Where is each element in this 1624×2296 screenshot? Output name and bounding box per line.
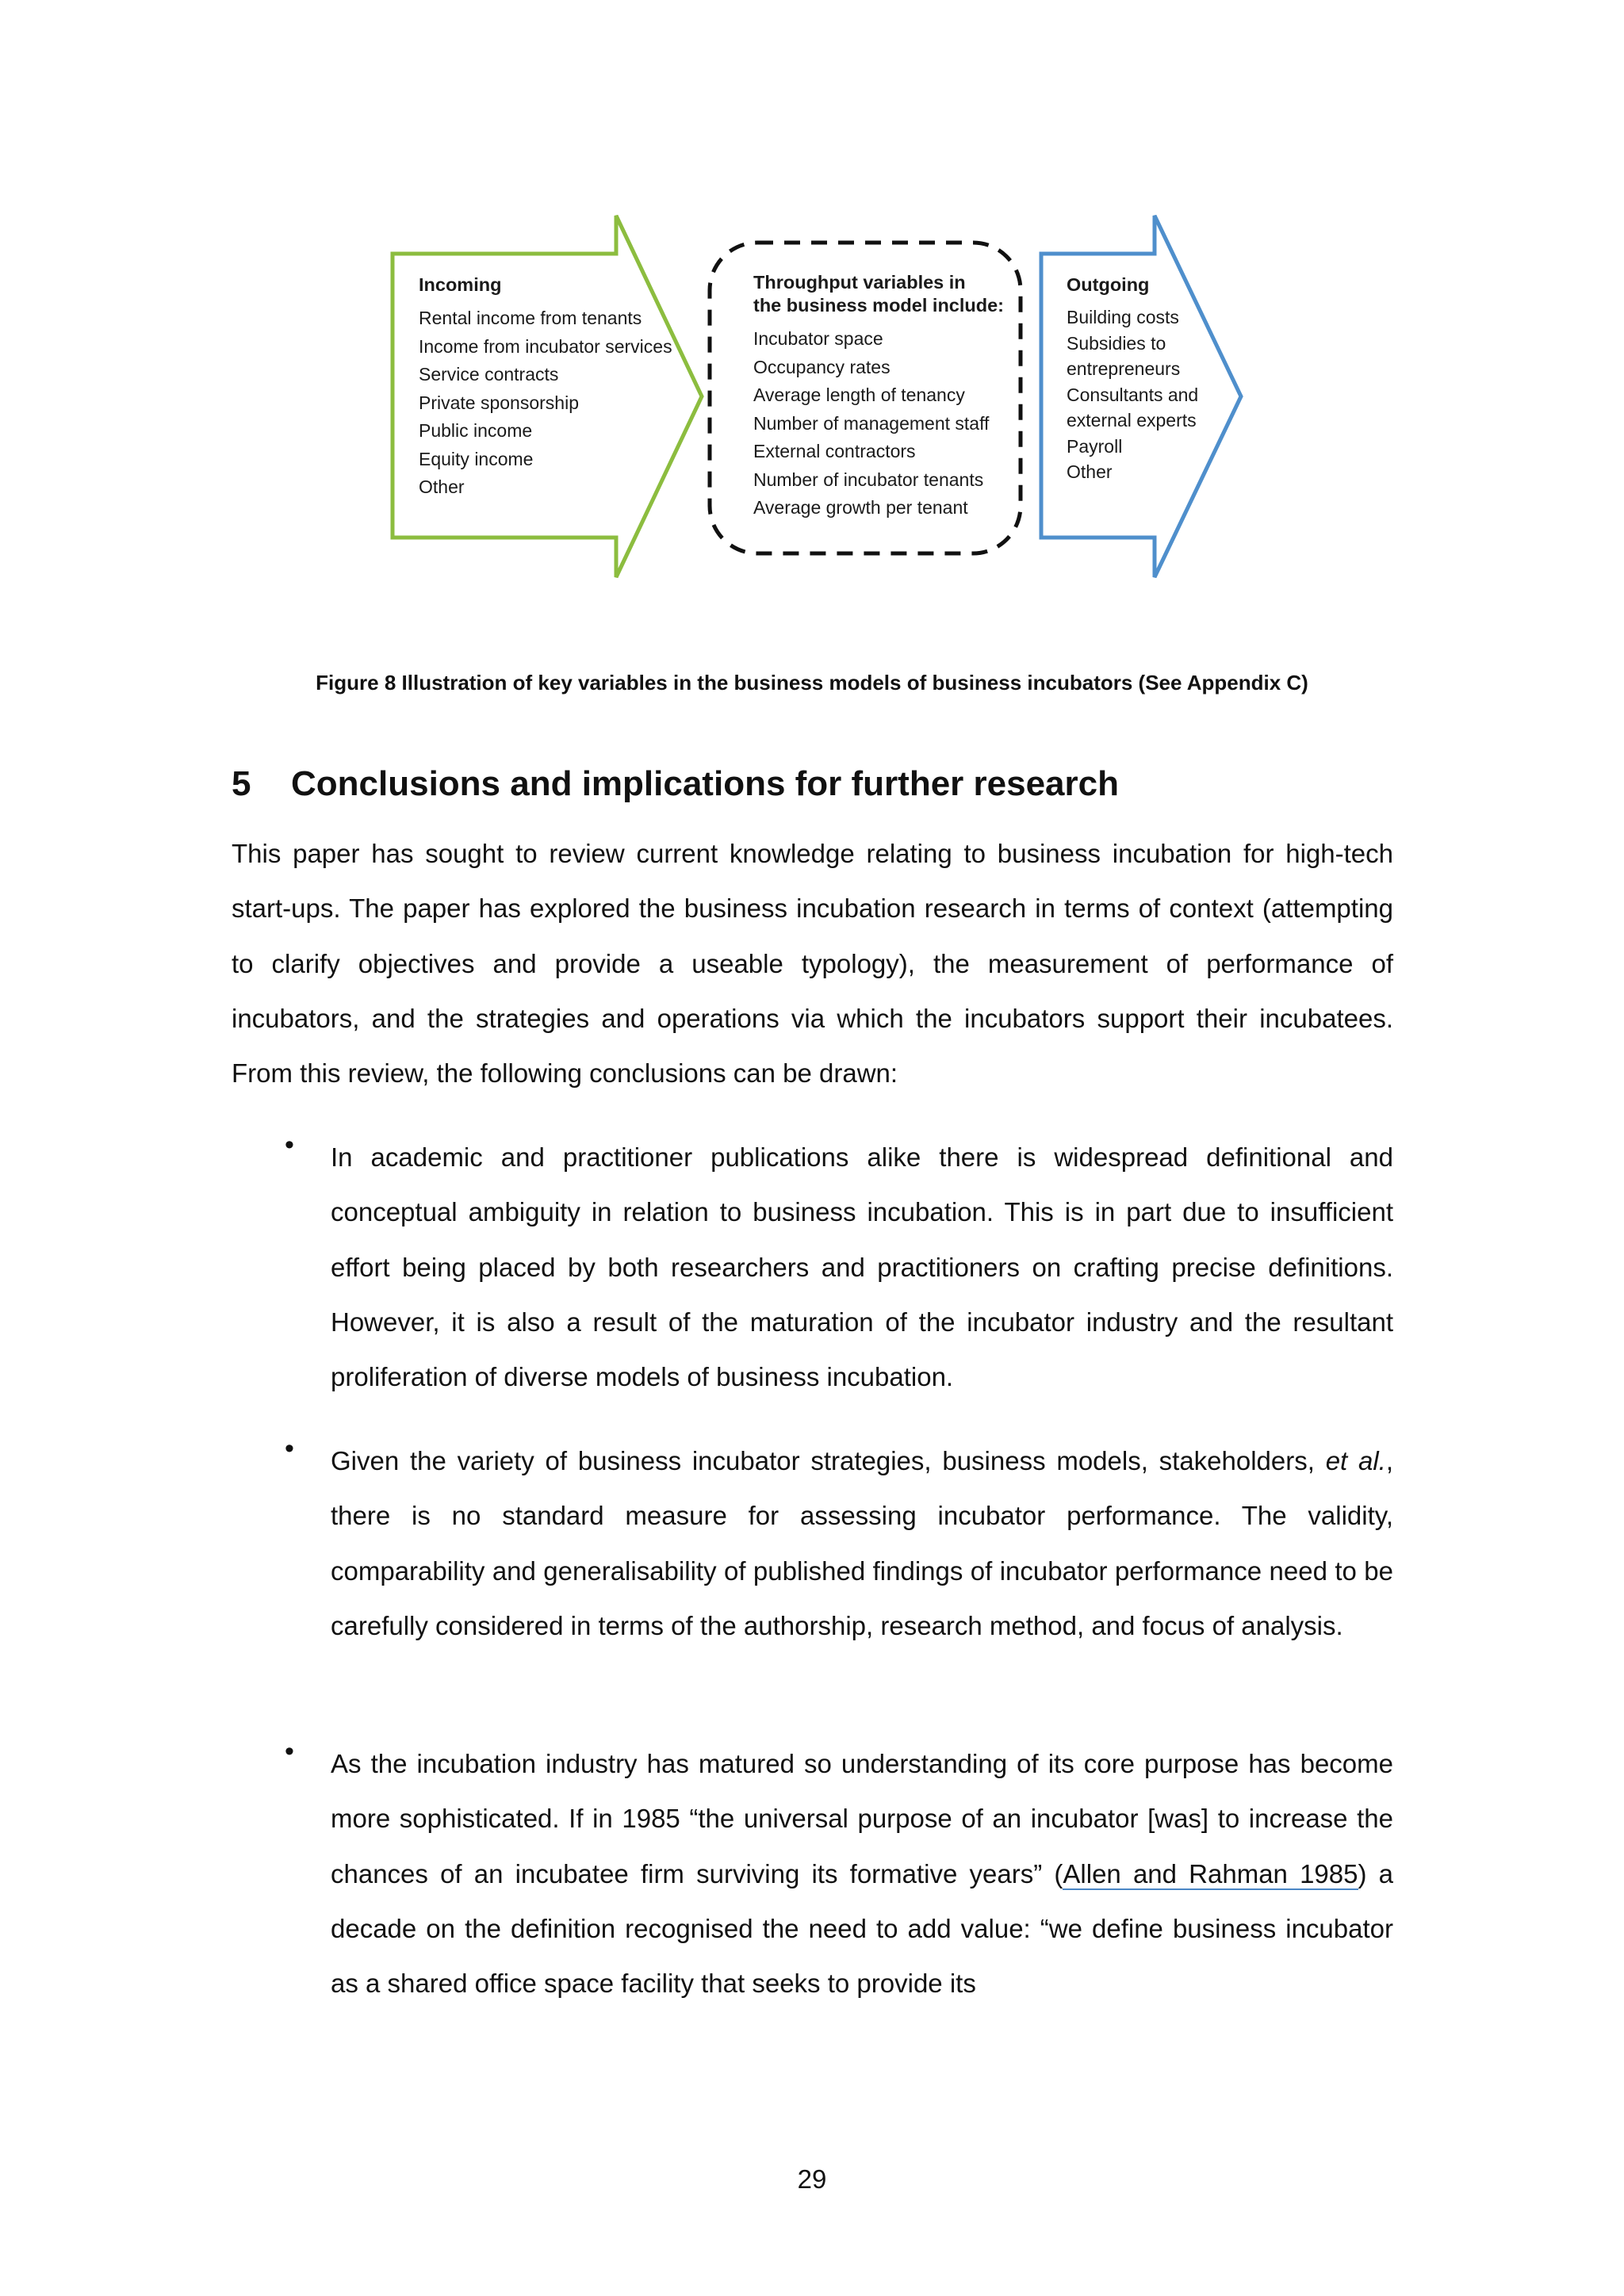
outgoing-box: [1067, 273, 1198, 485]
throughput-item: Incubator space: [753, 328, 883, 349]
incoming-item: Other: [419, 476, 465, 497]
outgoing-item: Payroll: [1067, 435, 1123, 457]
citation-link[interactable]: Allen and Rahman 1985: [1063, 1858, 1358, 1888]
throughput-item: Average length of tenancy: [753, 385, 965, 405]
throughput-title: [753, 271, 1004, 317]
bullet-paragraph-1: In academic and practitioner publications alike there is widespread definitional and conceptual ambiguity in relation to business incubation. This is in part due to insufficient effort being placed by both researchers and practitioners on crafting precise definitions. However, it is also a result of the maturation of the incubator industry and the resultant proliferation of diverse models of business incubation.: [331, 1142, 1393, 1392]
bullet-marker: •: [285, 1130, 294, 1160]
outgoing-item: Consultants and: [1067, 384, 1199, 405]
outgoing-item: Building costs: [1067, 307, 1179, 327]
intro-paragraph: This paper has sought to review current knowledge relating to business incubation for high-tech start-ups. The paper has explored the business incubation research in terms of context (attempting to clarify objectives and provide a useable typology), the measurement of performance of incubators, and the strategies and operations via which the incubators support their incubatees. From this review, the following conclusions can be drawn:: [232, 839, 1393, 1089]
incoming-item: Public income: [419, 420, 533, 441]
page-number: 29: [797, 2164, 827, 2194]
bullet-paragraph-3: [331, 1736, 1393, 2011]
incoming-box: [419, 273, 672, 502]
incoming-item: Private sponsorship: [419, 392, 579, 413]
bullet-3-text-cont: ) a decade on the definition recognised the need to add value: “we define business incubator as a shared office space facility that seeks to provide its: [331, 1858, 1394, 1999]
incoming-item: Equity income: [419, 448, 534, 469]
outgoing-title: Outgoing: [1067, 274, 1150, 295]
throughput-title-line2: the business model include:: [753, 295, 1004, 316]
outgoing-item: Subsidies to: [1067, 332, 1166, 354]
section-heading: [232, 764, 1119, 804]
throughput-text: [753, 271, 1004, 522]
throughput-item: External contractors: [753, 441, 916, 461]
incoming-title: Incoming: [419, 274, 502, 295]
business-model-figure: [381, 206, 1261, 587]
bullet-2-text-cont: , there is no standard measure for assessing incubator performance. The validity, comparability and generalisability of published findings of incubator performance need to be carefully considered in terms of the authorship, research method, and focus of analysis.: [331, 1446, 1393, 1640]
incoming-item: Income from incubator services: [419, 335, 672, 357]
throughput-item: Number of incubator tenants: [753, 469, 984, 490]
outgoing-item: entrepreneurs: [1067, 358, 1181, 379]
section-number: 5: [232, 764, 251, 803]
bullet-2-text: Given the variety of business incubator strategies, business models, stakeholders,: [331, 1446, 1326, 1475]
et-al-italic: et al.: [1325, 1446, 1386, 1475]
incoming-item: Service contracts: [419, 364, 559, 385]
throughput-title-line1: Throughput variables in: [753, 272, 966, 293]
bullet-paragraph-2: [331, 1433, 1393, 1653]
outgoing-item: external experts: [1067, 410, 1197, 430]
throughput-item: Average growth per tenant: [753, 497, 968, 518]
throughput-item: Occupancy rates: [753, 356, 891, 377]
outgoing-item: Other: [1067, 461, 1113, 482]
figure-caption: Figure 8 Illustration of key variables in the business models of business incubators (See Appendix C): [316, 671, 1308, 695]
throughput-item: Number of management staff: [753, 412, 990, 434]
bullet-marker: •: [285, 1433, 294, 1464]
bullet-marker: •: [285, 1736, 294, 1766]
section-title: Conclusions and implications for further research: [291, 764, 1119, 803]
incoming-item: Rental income from tenants: [419, 308, 642, 328]
bullet-3-text: As the incubation industry has matured so understanding of its core purpose has become more sophisticated. If in 1985 “the universal purpose of an incubator [was] to increase the chances of an incubatee firm surviving its formative years” (: [331, 1749, 1393, 1888]
